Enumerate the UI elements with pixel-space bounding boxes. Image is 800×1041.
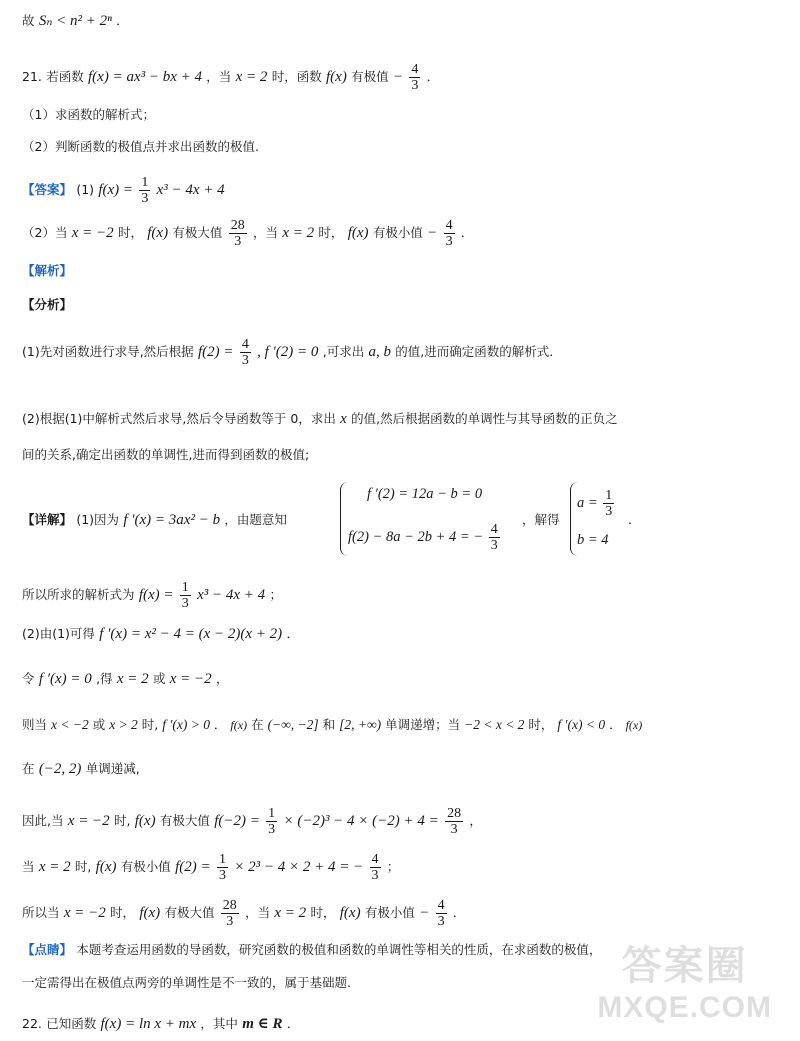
solution-b: b = 4: [577, 532, 609, 548]
analysis-line-1: (1)先对函数进行求导,然后根据 f(2) = $\frac{4}{3}$ , f ′(2) = 0 ,可求出 a, b 的值,进而确定函数的解析式.: [22, 337, 554, 368]
fraction: $\frac{28}{3}$: [222, 898, 237, 929]
fraction: $\frac{4}{3}$: [241, 337, 249, 368]
fraction: $\frac{28}{3}$: [447, 806, 462, 837]
detail-line-1: 【详解】 (1)因为 f ′(x) = 3ax² − b ，由题意知: [22, 512, 287, 528]
fraction: $\frac{28}{3}$: [230, 218, 245, 249]
system-eq1: f ′(2) = 12a − b = 0: [367, 486, 483, 502]
system-eq2: f(2) − 8a − 2b + 4 = − $\frac{4}{3}$: [348, 522, 498, 553]
answer-label: 【答案】: [22, 182, 73, 197]
answer-part1: 【答案】 (1) f(x) = $\frac{1}{3}$ x³ − 4x + 4: [22, 175, 225, 206]
watermark-logo: 答案圈 MXQE.COM: [597, 944, 772, 1024]
fraction: $\frac{1}{3}$: [181, 580, 189, 611]
question-number: 22.: [22, 1016, 42, 1031]
fraction: $\frac{4}{3}$: [411, 62, 419, 93]
question-21-part1: （1）求函数的解析式；: [22, 107, 155, 122]
answer-part2: （2）当 x = −2 时， f(x) 有极大值 $\frac{28}{3}$ ，当 x = 2 时， f(x) 有极小值 − $\frac{4}{3}$ ．: [22, 218, 474, 249]
xiangjie-label: 【详解】: [22, 512, 73, 527]
detail-line-7: 因此,当 x = −2 时, f(x) 有极大值 f(−2) = $\frac{1}{3}$ × (−2)³ − 4 × (−2) + 4 = $\frac{28}{3}$ ，: [22, 806, 482, 837]
detail-line-4: 令 f ′(x) = 0 ,得 x = 2 或 x = −2 ，: [22, 671, 229, 687]
fraction: $\frac{4}{3}$: [437, 898, 445, 929]
jiexi-label: 【解析】: [22, 263, 73, 278]
fraction: $\frac{4}{3}$: [445, 218, 453, 249]
solution-a: a = $\frac{1}{3}$: [577, 488, 613, 519]
analysis-line-2: (2)根据(1)中解析式然后求导,然后令导函数等于 0，求出 x 的值,然后根据函数的单调性与其导函数的正负之: [22, 411, 618, 427]
detail-line-5: 则当 x < −2 或 x > 2 时, f ′(x) > 0 ． f(x) 在 (−∞, −2] 和 [2, +∞) 单调递增；当 −2 < x < 2 时， f ′(x) < 0 ． f(x): [22, 717, 643, 732]
prev-conclusion: 故 Sₙ < n² + 2ⁿ ．: [22, 13, 129, 29]
question-22-stem: 22. 已知函数 f(x) = ln x + mx ，其中 m ∈ R ．: [22, 1016, 300, 1032]
dianjing-line-1: 【点睛】 本题考查运用函数的导函数，研究函数的极值和函数的单调性等相关的性质，在求函数的极值，: [22, 942, 602, 957]
detail-line-8: 当 x = 2 时, f(x) 有极小值 f(2) = $\frac{1}{3}$ × 2³ − 4 × 2 + 4 = − $\frac{4}{3}$ ；: [22, 852, 400, 883]
detail-line-6: 在 (−2, 2) 单调递减,: [22, 761, 140, 777]
fraction: $\frac{1}{3}$: [218, 852, 226, 883]
detail-line-3: (2)由(1)可得 f ′(x) = x² − 4 = (x − 2)(x + 2) ．: [22, 626, 299, 642]
analysis-line-3: 间的关系,确定出函数的单调性,进而得到函数的极值;: [22, 447, 310, 462]
question-number: 21.: [22, 69, 42, 84]
fraction: $\frac{4}{3}$: [490, 522, 498, 553]
fraction: $\frac{1}{3}$: [605, 488, 613, 519]
dianjing-line-2: 一定需得出在极值点两旁的单调性是不一致的，属于基础题.: [22, 975, 351, 990]
solve-word: ，解得: [522, 512, 560, 527]
fraction: $\frac{1}{3}$: [268, 806, 276, 837]
fraction: $\frac{4}{3}$: [371, 852, 379, 883]
detail-line-9: 所以当 x = −2 时， f(x) 有极大值 $\frac{28}{3}$ ，当 x = 2 时， f(x) 有极小值 − $\frac{4}{3}$ ．: [22, 898, 466, 929]
dianjing-label: 【点睛】: [22, 942, 73, 957]
fenxi-label: 【分析】: [22, 297, 73, 312]
detail-line-2: 所以所求的解析式为 f(x) = $\frac{1}{3}$ x³ − 4x + 4 ；: [22, 580, 282, 611]
fraction: $\frac{1}{3}$: [141, 175, 149, 206]
question-21-part2: （2）判断函数的极值点并求出函数的极值.: [22, 139, 259, 154]
question-21-stem: 21. 若函数 f(x) = ax³ − bx + 4 ，当 x = 2 时，函数 f(x) 有极值 − $\frac{4}{3}$ ．: [22, 62, 440, 93]
